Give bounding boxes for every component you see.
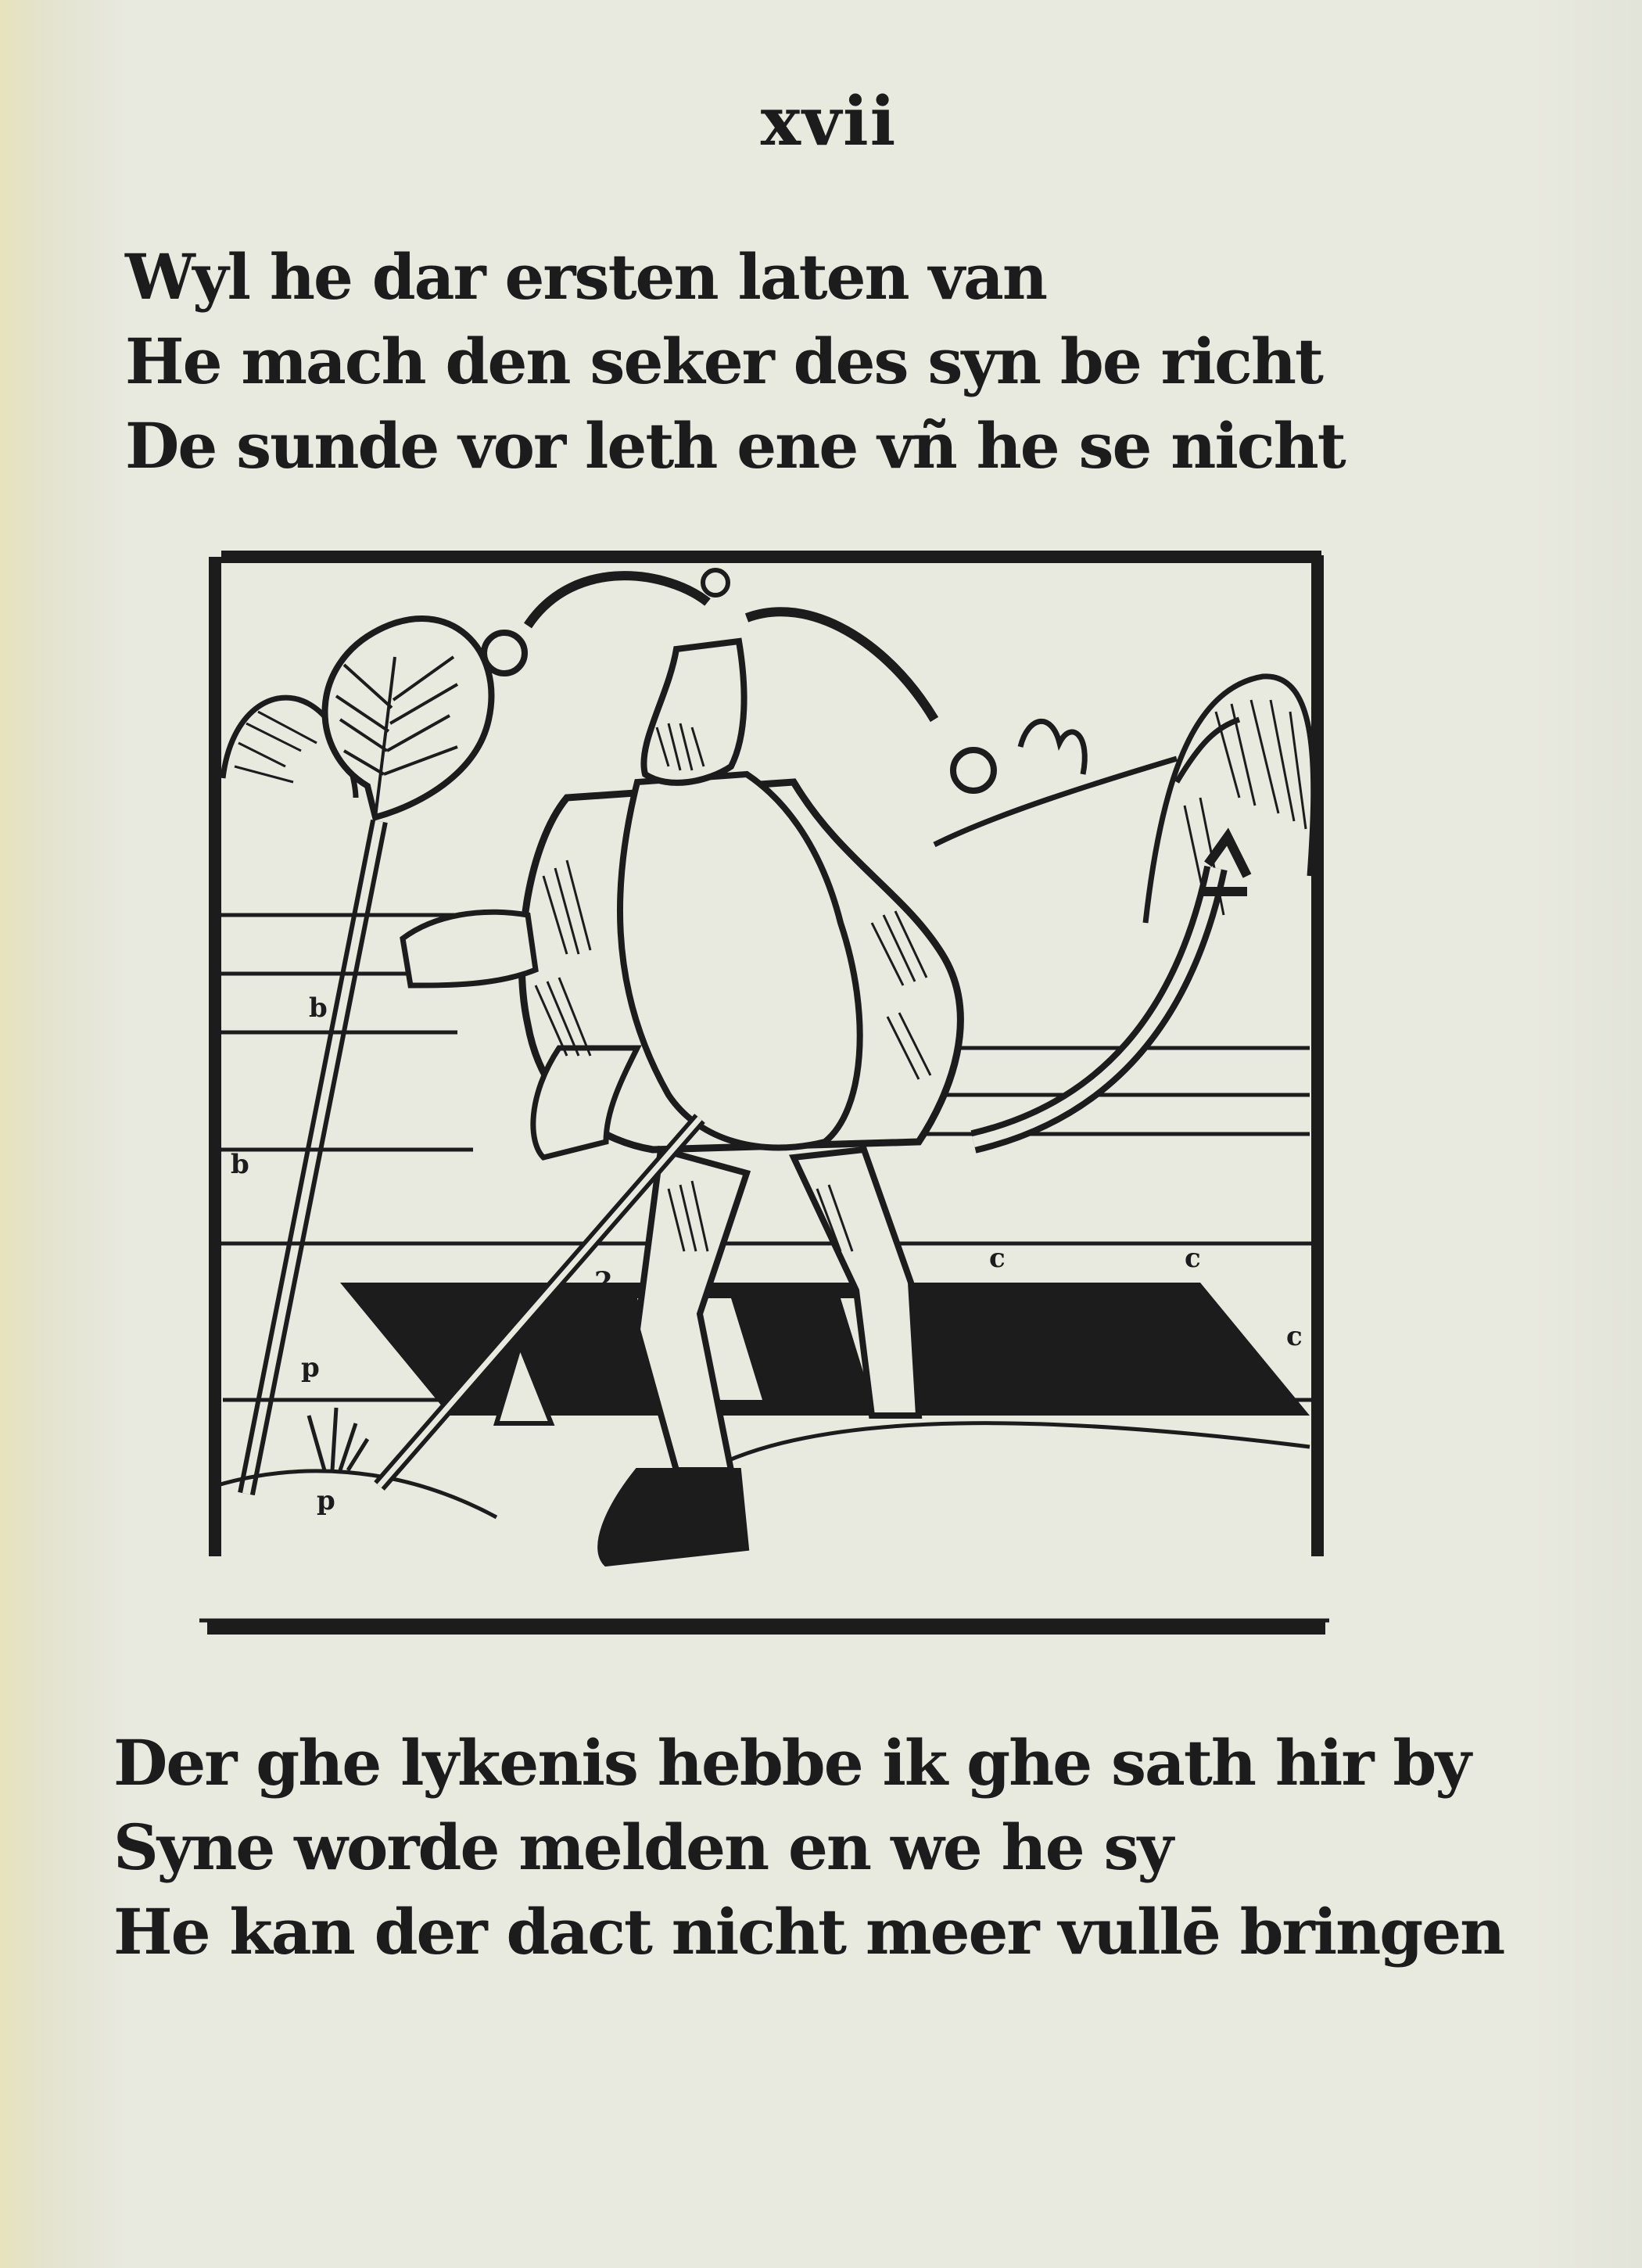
verse-line: He kan der dact nicht meer vullē bringen <box>113 1895 1504 1968</box>
ornament-letter: b <box>309 992 328 1024</box>
verse-line: Der ghe lykenis hebbe ik ghe sath hir by <box>113 1726 1470 1800</box>
verse-top <box>125 235 1345 488</box>
ornament-letter: c <box>1185 1243 1201 1274</box>
verse-line: He mach den seker des syn be richt <box>125 325 1322 398</box>
verse-line: Wyl he dar ersten laten van <box>125 240 1047 314</box>
ornament-letter: c <box>1286 1321 1303 1352</box>
ornament-letter: 2 <box>594 1266 613 1297</box>
ornament-letter: b <box>231 1149 249 1180</box>
verse-bottom <box>113 1721 1504 1974</box>
verse-line: Syne worde melden en we he sy <box>113 1810 1172 1884</box>
ornament-letter: p <box>317 1485 335 1516</box>
shadow-band <box>340 1283 1310 1416</box>
verse-line: De sunde vor leth ene vñ he se nicht <box>125 409 1345 483</box>
woodcut-image <box>199 547 1329 1650</box>
page-number: xvii <box>760 82 898 161</box>
woodcut-illustration <box>199 547 1329 1650</box>
ornament-letter: p <box>301 1352 320 1383</box>
ornament-letter: c <box>989 1243 1006 1274</box>
